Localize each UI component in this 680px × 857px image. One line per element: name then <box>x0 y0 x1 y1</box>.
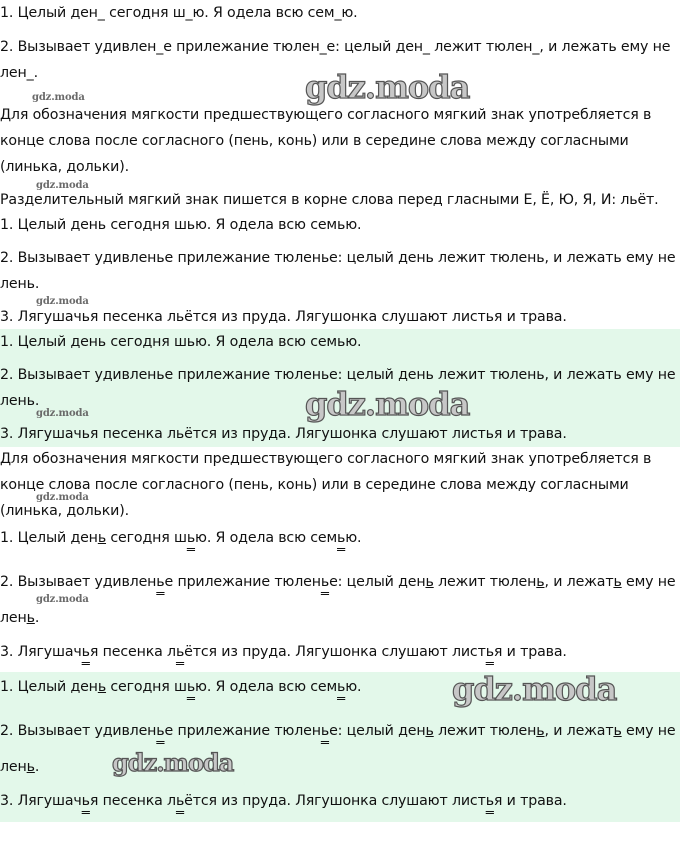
watermark-small: gdz.moda <box>32 92 85 103</box>
soft-sign-mark: ь <box>536 574 545 590</box>
soft-sign-mark: ь <box>97 530 107 546</box>
exercise-line-1: 1. Целый ден_ сегодня ш_ю. Я одела всю сем_ю. <box>0 5 358 21</box>
answer-line-3: 3. Лягушачья песенка льётся из пруда. Лягушонка слушают листья и трава. <box>0 426 567 442</box>
rule-softness-line-1: Для обозначения мягкости предшествующего согласного мягкий знак употребляется в <box>0 451 652 467</box>
separating-sign-mark: ь <box>337 679 346 695</box>
soft-sign-mark: ь <box>425 723 434 739</box>
separating-sign-mark: ь <box>320 574 330 590</box>
soft-sign-mark: ь <box>613 723 622 739</box>
watermark-large: gdz.moda <box>305 385 470 423</box>
separating-sign-mark: ь <box>81 793 90 809</box>
marked-line-1: 1. Целый день сегодня шью. Я одела всю семью. <box>0 679 362 695</box>
answer-line-3: 3. Лягушачья песенка льётся из пруда. Лягушонка слушают листья и трава. <box>0 309 567 325</box>
separating-sign-mark: ь <box>337 530 346 546</box>
marked-line-2-cont: лень. <box>0 759 40 775</box>
marked-line-2: 2. Вызывает удивленье прилежание тюленье: целый день лежит тюлень, и лежать ему не <box>0 723 676 739</box>
watermark-large: gdz.moda <box>452 670 617 708</box>
separating-sign-mark: ь <box>485 793 494 809</box>
answer-line-1: 1. Целый день сегодня шью. Я одела всю семью. <box>0 334 362 350</box>
watermark-small: gdz.moda <box>36 492 89 503</box>
rule-softness-line-2: конце слова после согласного (пень, конь) или в середине слова между согласными <box>0 133 629 149</box>
separating-sign-mark: ь <box>186 530 196 546</box>
soft-sign-mark: ь <box>26 610 35 626</box>
separating-sign-mark: ь <box>186 679 196 695</box>
answer-line-1: 1. Целый день сегодня шью. Я одела всю семью. <box>0 217 362 233</box>
separating-sign-mark: ь <box>175 793 185 809</box>
separating-sign-mark: ь <box>175 644 185 660</box>
watermark-small: gdz.moda <box>36 408 89 419</box>
rule-softness-line-1: Для обозначения мягкости предшествующего согласного мягкий знак употребляется в <box>0 107 652 123</box>
watermark-small: gdz.moda <box>36 296 89 307</box>
separating-sign-mark: ь <box>81 644 90 660</box>
exercise-line-2: 2. Вызывает удивлен_е прилежание тюлен_е: целый ден_ лежит тюлен_, и лежать ему не <box>0 39 671 55</box>
soft-sign-mark: ь <box>425 574 434 590</box>
separating-sign-mark: ь <box>156 574 165 590</box>
marked-line-2-cont: лень. <box>0 610 40 626</box>
answer-line-2: 2. Вызывает удивленье прилежание тюленье: целый день лежит тюлень, и лежать ему не <box>0 367 676 383</box>
marked-line-2: 2. Вызывает удивленье прилежание тюленье: целый день лежит тюлень, и лежать ему не <box>0 574 676 590</box>
watermark-large: gdz.moda <box>305 68 470 106</box>
soft-sign-mark: ь <box>97 679 107 695</box>
answer-line-2-cont: лень. <box>0 276 40 292</box>
marked-line-1: 1. Целый день сегодня шью. Я одела всю семью. <box>0 530 362 546</box>
soft-sign-mark: ь <box>536 723 545 739</box>
rule-softness-line-2: конце слова после согласного (пень, конь) или в середине слова между согласными <box>0 477 629 493</box>
separating-sign-mark: ь <box>320 723 330 739</box>
exercise-line-2-cont: лен_. <box>0 65 38 81</box>
answer-line-2-cont: лень. <box>0 393 40 409</box>
separating-sign-mark: ь <box>485 644 494 660</box>
soft-sign-mark: ь <box>26 759 35 775</box>
rule-softness-line-3: (линька, дольки). <box>0 503 129 519</box>
separating-sign-mark: ь <box>156 723 165 739</box>
answer-line-2: 2. Вызывает удивленье прилежание тюленье: целый день лежит тюлень, и лежать ему не <box>0 250 676 266</box>
soft-sign-mark: ь <box>613 574 622 590</box>
marked-line-3: 3. Лягушачья песенка льётся из пруда. Лягушонка слушают листья и трава. <box>0 793 567 809</box>
watermark-small: gdz.moda <box>36 180 89 191</box>
rule-softness-line-3: (линька, дольки). <box>0 159 129 175</box>
rule-separating: Разделительный мягкий знак пишется в корне слова перед гласными Е, Ё, Ю, Я, И: льёт. <box>0 192 659 208</box>
marked-line-3: 3. Лягушачья песенка льётся из пруда. Лягушонка слушают листья и трава. <box>0 644 567 660</box>
watermark-small: gdz.moda <box>36 594 89 605</box>
watermark-large: gdz.moda <box>112 748 234 777</box>
